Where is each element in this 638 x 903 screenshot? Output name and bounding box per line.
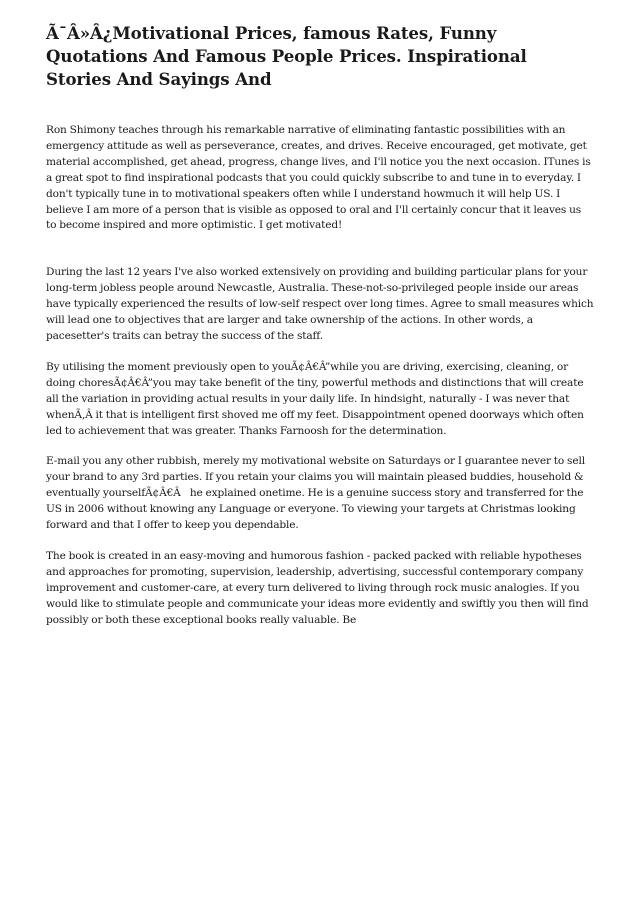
document-title: Ã¯Â»Â¿Motivational Prices, famous Rates, Funny Quotations And Famous People Prices. Inspirational Stories And Sayings And [46,23,527,89]
paragraph-spacer [46,534,594,549]
paragraph-spacer [46,345,594,360]
paragraph-spacer [46,234,594,265]
paragraph-3: By utilising the moment previously open to youÃ¢Â€Â”while you are driving, exercising, cleaning, or doing choresÃ¢Â€Â”you may take benefit of the tiny, powerful methods and distinctions that will create all the variation in providing actual results in your daily life. In hindsight, naturally - I was never that whenÃ‚Â it that is intelligent first shoved me off my feet. Disappointment opened doorways which often led to achievement that was greater. Thanks Farnoosh for the determination. [46,360,584,437]
paragraph-1: Ron Shimony teaches through his remarkable narrative of eliminating fantastic possibilities with an emergency attitude as well as perseverance, creates, and drives. Receive encouraged, get motivate, get material accomplished, get ahead, progress, change lives, and I'll notice you the next occasion. ITunes is a great spot to find inspirational podcasts that you could quickly subscribe to and tune in to everyday. I don't typically tune in to motivational speakers often while I understand howmuch it will help US. I believe I am more of a person that is visible as opposed to oral and I'll certainly concur that it leaves us to become inspired and more optimistic. I get motivated! [46,124,591,232]
paragraph-2: During the last 12 years I've also worked extensively on providing and building particular plans for your long-term jobless people around Newcastle, Australia. These-not-so-privileged people inside our areas have typically experienced the results of low-self respect over long times. Agree to small measures which will lead one to objectives that are larger and take ownership of the actions. In other words, a pacesetter's traits can betray the success of the staff. [46,266,594,342]
paragraph-spacer [46,439,594,454]
paragraph-4: E-mail you any other rubbish, merely my motivational website on Saturdays or I guarantee never to sell your brand to any 3rd parties. If you retain your claims you will maintain pleased buddies, household & eventually yourselfÃ¢Â€Â he explained onetime. He is a genuine success story and transferred for the US in 2006 without knowing any Language or everyone. To viewing your targets at Christmas looking forward and that I offer to keep you dependable. [46,455,585,532]
paragraph-5: The book is created in an easy-moving and humorous fashion - packed packed with reliable hypotheses and approaches for promoting, supervision, leadership, advertising, successful contemporary company improvement and customer-care, at every turn delivered to living through rock music analogies. If you would like to stimulate people and communicate your ideas more evidently and swiftly you then will find possibly or both these exceptional books really valuable. Be [46,549,589,626]
